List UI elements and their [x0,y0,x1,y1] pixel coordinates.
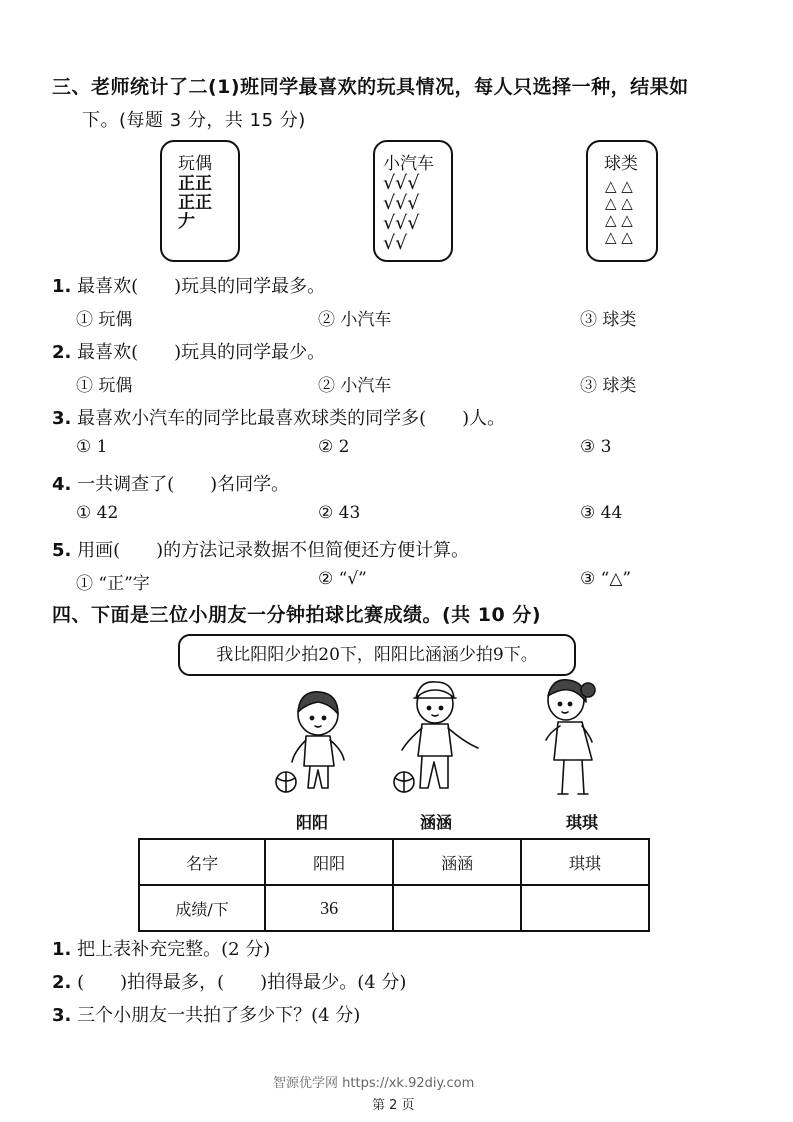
option-3[interactable]: ③ 球类 [580,310,637,330]
tally-label: 球类 [604,154,638,174]
option-3[interactable]: ③ 44 [580,503,623,523]
question-3-5 [52,536,469,562]
question-3-1 [52,272,325,298]
tally-box-car [373,140,453,262]
question-number: 4. [52,474,72,495]
table-header-cell: 涵涵 [393,839,521,885]
option-1[interactable]: ① 42 [76,503,119,523]
tally-box-doll [160,140,240,262]
question-text: 最喜欢小汽车的同学比最喜欢球类的同学多( )人。 [77,408,506,429]
option-2[interactable]: ② 小汽车 [318,376,392,396]
child-name-qiqi: 琪琪 [566,813,599,832]
question-text: 一共调查了( )名同学。 [77,474,290,495]
question-number: 3. [52,1005,72,1026]
section3-title-line2: 下。(每题 3 分，共 15 分) [82,110,306,131]
table-header-row [139,839,649,885]
question-text: 把上表补充完整。(2 分) [77,939,271,960]
table-row-label: 成绩/下 [139,885,265,931]
section4-title: 四、下面是三位小朋友一分钟拍球比赛成绩。(共 10 分) [52,604,542,626]
score-cell-hanhan[interactable] [393,885,521,931]
option-1[interactable]: ① “正”字 [76,574,150,594]
option-2[interactable]: ② 2 [318,437,350,457]
question-number: 5. [52,540,72,561]
boy-hanhan-figure [394,682,478,792]
boy-yangyang-figure [276,692,344,792]
tally-marks: √√√ √√√ √√√ √√ [383,172,420,254]
option-2[interactable]: ② 小汽车 [318,310,392,330]
option-3[interactable]: ③ 3 [580,437,612,457]
question-text: 最喜欢( )玩具的同学最少。 [77,342,326,363]
watermark: 智源优学网 https://xk.92diy.com [273,1076,475,1091]
question-3-2 [52,338,325,364]
question-4-1 [52,935,270,961]
question-text: 最喜欢( )玩具的同学最多。 [77,276,326,297]
question-number: 1. [52,276,72,297]
table-row [139,885,649,931]
question-number: 2. [52,342,72,363]
question-text: 三个小朋友一共拍了多少下？(4 分) [77,1005,361,1026]
section3-title-line1: 三、老师统计了二(1)班同学最喜欢的玩具情况，每人只选择一种，结果如 [52,76,689,98]
table-header-cell: 琪琪 [521,839,649,885]
question-number: 3. [52,408,72,429]
children-illustration [270,670,620,810]
child-name-hanhan: 涵涵 [420,813,453,832]
tally-label: 玩偶 [178,154,212,174]
question-number: 1. [52,939,72,960]
tally-label: 小汽车 [383,154,434,174]
score-cell-yangyang[interactable]: 36 [265,885,393,931]
score-table [138,838,650,932]
tally-marks: 正正 正正 𠂇 [178,174,212,232]
option-3[interactable]: ③ “△” [580,569,632,589]
question-4-3 [52,1001,360,1027]
option-1[interactable]: ① 玩偶 [76,376,133,396]
option-1[interactable]: ① 玩偶 [76,310,133,330]
question-number: 2. [52,972,72,993]
score-cell-qiqi[interactable] [521,885,649,931]
page-number: 第 2 页 [372,1098,415,1113]
question-text: 用画( )的方法记录数据不但简便还方便计算。 [77,540,470,561]
table-header-cell: 名字 [139,839,265,885]
child-name-yangyang: 阳阳 [296,813,329,832]
table-header-cell: 阳阳 [265,839,393,885]
option-1[interactable]: ① 1 [76,437,108,457]
tally-box-ball [586,140,658,262]
question-4-2 [52,968,406,994]
question-text: ( )拍得最多，( )拍得最少。(4 分) [77,972,407,993]
option-2[interactable]: ② “√” [318,569,367,589]
girl-qiqi-figure [546,680,595,794]
tally-marks: △ △ △ △ △ △ △ △ [605,177,633,246]
speech-bubble: 我比阳阳少拍20下，阳阳比涵涵少拍9下。 [178,634,576,676]
option-3[interactable]: ③ 球类 [580,376,637,396]
question-3-4 [52,470,289,496]
option-2[interactable]: ② 43 [318,503,361,523]
question-3-3 [52,404,505,430]
